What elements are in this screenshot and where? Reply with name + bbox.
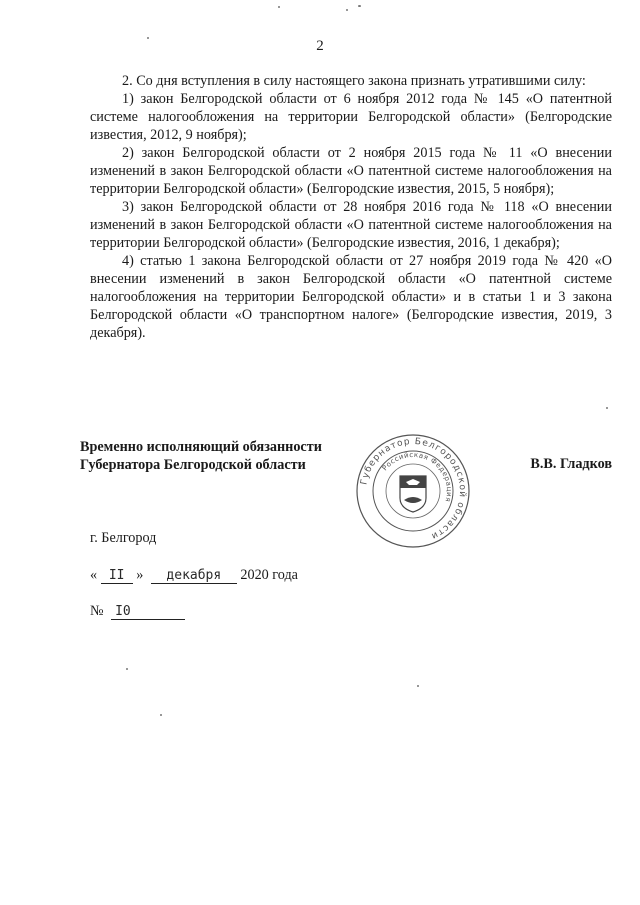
- signer-title: [80, 438, 360, 474]
- date-month: декабря: [151, 568, 237, 584]
- number-value: I0: [111, 604, 185, 620]
- paragraph-item-3: 3) закон Белгородской области от 28 ноября 2016 года № 118 «О внесении изменений в закон Белгородской области «О патентной системе налогообложения на территории Белгородской области» (Белгородские известия, 2016, 1 декабря);: [90, 199, 612, 251]
- date-day: II: [101, 568, 133, 584]
- scan-speck: [346, 9, 348, 11]
- paragraph-repeal-intro: 2. Со дня вступления в силу настоящего закона признать утратившими силу:: [122, 73, 586, 89]
- page-number: 2: [316, 38, 324, 54]
- signer-title-line-2: Губернатора Белгородской области: [80, 457, 306, 473]
- scan-speck: [358, 5, 361, 7]
- signing-city: г. Белгород: [90, 530, 157, 546]
- date-quote-open: «: [90, 567, 98, 583]
- date-quote-close: »: [136, 567, 144, 583]
- law-body: [90, 72, 612, 342]
- paragraph-item-2: 2) закон Белгородской области от 2 ноября 2015 года № 11 «О внесении изменений в закон Белгородской области «О патентной системе налогообложения на территории Белгородской области» (Белгородские известия, 2015, 5 ноября);: [90, 145, 612, 197]
- scan-speck: [606, 407, 608, 409]
- signer-name: В.В. Гладков: [530, 456, 612, 472]
- seal-outer-text: Губернатор Белгородской области: [359, 436, 468, 542]
- scan-speck: [147, 37, 149, 39]
- number-label: №: [90, 603, 104, 619]
- paragraph-item-1: 1) закон Белгородской области от 6 ноября 2012 года № 145 «О патентной системе налогообложения на территории Белгородской области» (Белгородские известия, 2012, 9 ноября);: [90, 91, 612, 143]
- law-number: [90, 603, 185, 620]
- scan-speck: [278, 6, 280, 8]
- paragraph-item-4: 4) статью 1 закона Белгородской области от 27 ноября 2019 года № 420 «О внесении изменений в закон Белгородской области «О патентной системе налогообложения на территории Белгородской области» и в статьи 1 и 3 закона Белгородской области «О транспортном налоге» (Белгородские известия, 2019, 3 декабря).: [90, 253, 612, 341]
- official-seal: [354, 432, 472, 550]
- signing-date: [90, 567, 298, 584]
- signer-title-line-1: Временно исполняющий обязанности: [80, 439, 322, 455]
- scan-speck: [126, 668, 128, 670]
- date-year: 2020 года: [240, 567, 298, 583]
- seal-inner-text: Российская Федерация: [380, 450, 454, 503]
- coat-of-arms-icon: [400, 476, 426, 512]
- scan-speck: [417, 685, 419, 687]
- scan-speck: [160, 714, 162, 716]
